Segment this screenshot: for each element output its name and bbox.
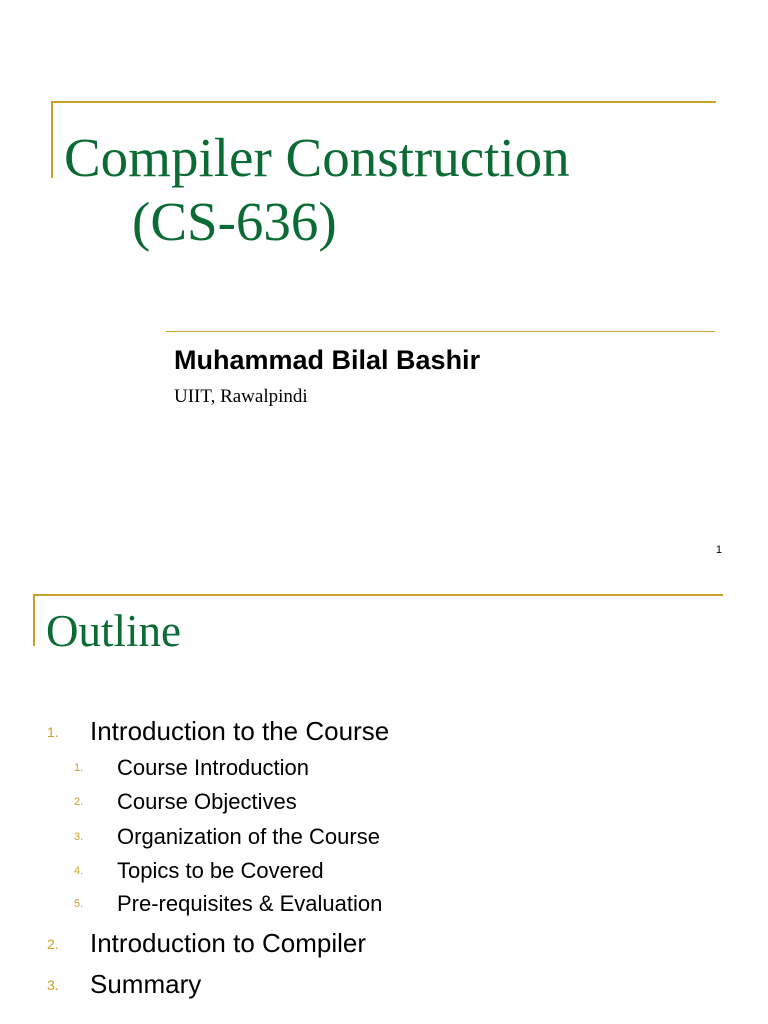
list-item-label: Introduction to Compiler xyxy=(90,928,367,958)
list-number: 1. xyxy=(74,762,84,774)
list-number: 1. xyxy=(47,724,59,740)
list-number: 5. xyxy=(74,898,84,910)
list-number: 4. xyxy=(74,865,84,877)
title-line-2: (CS-636) xyxy=(132,191,337,252)
list-item-label: Pre-requisites & Evaluation xyxy=(117,891,383,916)
list-item xyxy=(47,928,367,958)
list-item xyxy=(74,858,324,884)
slide-title xyxy=(64,126,570,254)
list-item xyxy=(47,969,202,999)
list-item-label: Summary xyxy=(90,969,202,999)
author-affiliation: UIIT, Rawalpindi xyxy=(174,386,308,407)
outline-slide xyxy=(0,575,768,1024)
subtitle-rule xyxy=(166,331,715,332)
list-number: 3. xyxy=(47,977,59,993)
list-item-label: Organization of the Course xyxy=(117,824,380,849)
title-line-1: Compiler Construction xyxy=(64,127,570,188)
list-item xyxy=(74,755,309,781)
list-item xyxy=(47,716,390,746)
title-top-rule xyxy=(51,101,716,103)
list-item xyxy=(74,824,380,850)
list-number: 2. xyxy=(47,936,59,952)
list-number: 3. xyxy=(74,831,84,843)
outline-title: Outline xyxy=(46,606,181,656)
list-item xyxy=(74,891,383,917)
author-name: Muhammad Bilal Bashir xyxy=(174,345,481,375)
list-item xyxy=(74,789,297,815)
page-number: 1 xyxy=(715,544,722,556)
list-number: 2. xyxy=(74,796,84,808)
list-item-label: Topics to be Covered xyxy=(117,858,324,883)
list-item-label: Course Objectives xyxy=(117,789,297,814)
list-item-label: Course Introduction xyxy=(117,755,309,780)
list-item-label: Introduction to the Course xyxy=(90,716,390,746)
title-left-rule xyxy=(51,101,53,178)
outline-list xyxy=(0,575,768,1024)
